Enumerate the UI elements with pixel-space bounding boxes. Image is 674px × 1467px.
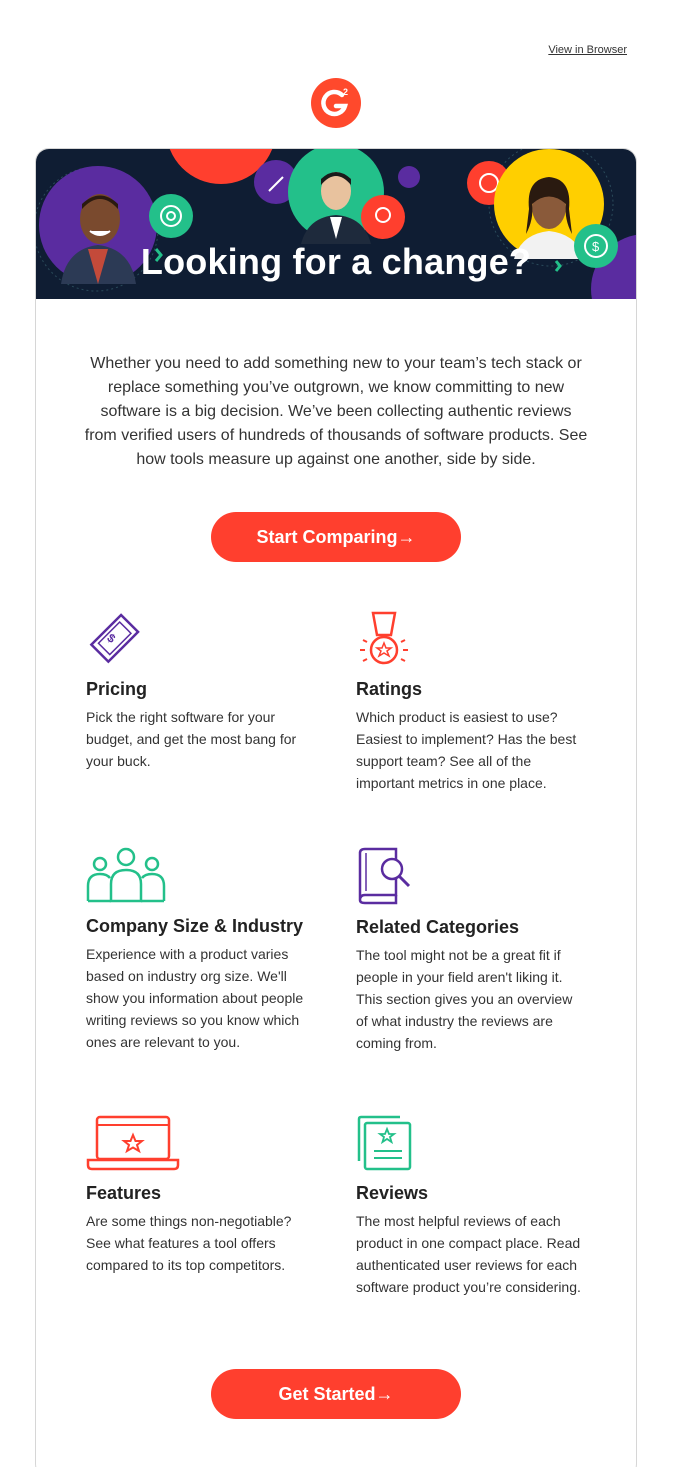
- view-in-browser-link[interactable]: View in Browser: [548, 44, 627, 56]
- svg-text:2: 2: [343, 87, 349, 97]
- feature-title: Company Size & Industry: [86, 916, 304, 936]
- intro-text: Whether you need to add something new to your team’s tech stack or replace something you’ve outgrown, we know committing to new software is a big decision. We’ve been collecting authentic reviews from verified users of hundreds of thousands of software products. See how tools measure up against one another, side by side.: [84, 355, 588, 468]
- laptop-star-icon: [86, 1115, 180, 1171]
- feature-title: Reviews: [356, 1183, 429, 1203]
- feature-title: Features: [86, 1183, 162, 1203]
- feature-description: The most helpful reviews of each product in one compact place. Read authenticated user reviews for each software product you’re considering.: [356, 1213, 581, 1295]
- medal-icon: [356, 611, 412, 667]
- hero-banner: [36, 149, 636, 299]
- svg-text:$: $: [592, 239, 600, 254]
- hero-title: Looking for a change?: [140, 241, 532, 282]
- get-started-button[interactable]: Get Started→: [211, 1369, 461, 1419]
- people-icon: [86, 846, 166, 904]
- feature-description: Pick the right software for your budget, and get the most bang for your buck.: [86, 709, 297, 769]
- svg-text:$: $: [104, 630, 119, 646]
- feature-features: [86, 1115, 316, 1276]
- feature-company-size: [86, 846, 316, 1053]
- feature-related-categories: [356, 847, 586, 1054]
- email-card: [35, 148, 637, 1467]
- feature-ratings: [356, 611, 586, 794]
- feature-description: Are some things non-negotiable? See what features a tool offers compared to its top competitors.: [86, 1213, 292, 1273]
- review-cards-icon: [356, 1115, 412, 1171]
- price-tag-icon: [86, 611, 142, 667]
- g2-logo-icon: [311, 78, 361, 128]
- feature-reviews: [356, 1115, 586, 1298]
- feature-title: Related Categories: [356, 917, 520, 937]
- feature-description: Which product is easiest to use? Easiest to implement? Has the best support team? See all of the important metrics in one place.: [356, 709, 577, 791]
- feature-title: Ratings: [356, 679, 423, 699]
- feature-title: Pricing: [86, 679, 148, 699]
- feature-description: Experience with a product varies based on industry org size. We'll show you information about people writing reviews so you know which ones are relevant to you.: [86, 946, 304, 1050]
- feature-pricing: [86, 611, 316, 772]
- g2-logo[interactable]: [311, 78, 361, 128]
- book-search-icon: [356, 847, 414, 905]
- start-comparing-button[interactable]: Start Comparing→: [211, 512, 461, 562]
- feature-description: The tool might not be a great fit if people in your field aren't liking it. This section gives you an overview of what industry the reviews are coming from.: [356, 947, 573, 1051]
